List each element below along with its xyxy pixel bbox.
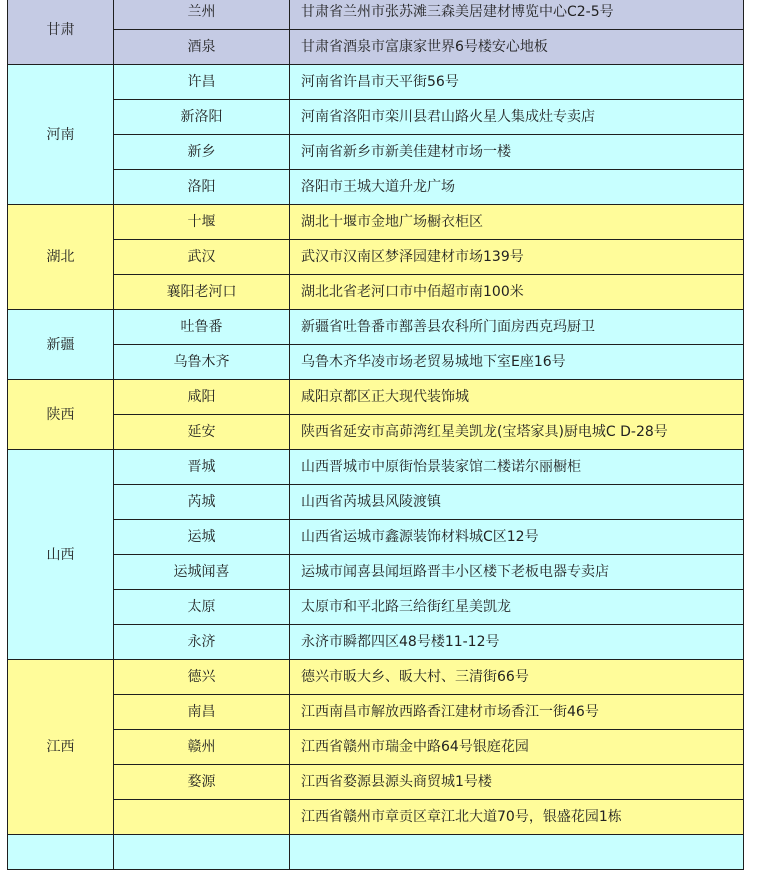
table-row: [8, 450, 744, 485]
address-cell: 山西省芮城县风陵渡镇: [290, 485, 744, 520]
address-cell: 江西省婺源县源头商贸城1号楼: [290, 765, 744, 800]
address-cell: 乌鲁木齐华凌市场老贸易城地下室E座16号: [290, 345, 744, 380]
province-cell: 江西: [8, 660, 114, 835]
dealer-table-body: [8, 0, 744, 870]
province-cell: 甘肃: [8, 0, 114, 65]
address-cell: 咸阳京都区正大现代装饰城: [290, 380, 744, 415]
table-row: [8, 100, 744, 135]
table-row: [8, 135, 744, 170]
city-cell: [114, 800, 290, 835]
table-row: [8, 555, 744, 590]
table-row: [8, 170, 744, 205]
city-cell: 酒泉: [114, 30, 290, 65]
address-cell: [290, 835, 744, 870]
address-cell: 河南省洛阳市栾川县君山路火星人集成灶专卖店: [290, 100, 744, 135]
address-cell: 永济市瞬都四区48号楼11-12号: [290, 625, 744, 660]
table-row: [8, 835, 744, 870]
address-cell: 洛阳市王城大道升龙广场: [290, 170, 744, 205]
address-cell: 山西省运城市鑫源装饰材料城C区12号: [290, 520, 744, 555]
table-row: [8, 520, 744, 555]
address-cell: 德兴市昄大乡、昄大村、三清街66号: [290, 660, 744, 695]
table-row: [8, 485, 744, 520]
table-row: [8, 275, 744, 310]
address-cell: 甘肃省酒泉市富康家世界6号楼安心地板: [290, 30, 744, 65]
province-cell: 新疆: [8, 310, 114, 380]
city-cell: 兰州: [114, 0, 290, 30]
address-cell: 太原市和平北路三给街红星美凯龙: [290, 590, 744, 625]
city-cell: 吐鲁番: [114, 310, 290, 345]
city-cell: 永济: [114, 625, 290, 660]
table-row: [8, 310, 744, 345]
city-cell: 赣州: [114, 730, 290, 765]
table-row: [8, 800, 744, 835]
province-cell: 湖北: [8, 205, 114, 310]
table-row: [8, 30, 744, 65]
city-cell: 武汉: [114, 240, 290, 275]
address-cell: 武汉市汉南区梦泽园建材市场139号: [290, 240, 744, 275]
table-row: [8, 415, 744, 450]
address-cell: 运城市闻喜县闻垣路晋丰小区楼下老板电器专卖店: [290, 555, 744, 590]
city-cell: 晋城: [114, 450, 290, 485]
dealer-address-table: [7, 0, 744, 870]
city-cell: 洛阳: [114, 170, 290, 205]
table-row: [8, 240, 744, 275]
city-cell: 芮城: [114, 485, 290, 520]
city-cell: 新乡: [114, 135, 290, 170]
province-cell: 河南: [8, 65, 114, 205]
city-cell: 十堰: [114, 205, 290, 240]
city-cell: 许昌: [114, 65, 290, 100]
table-row: [8, 345, 744, 380]
city-cell: 南昌: [114, 695, 290, 730]
province-cell: 山西: [8, 450, 114, 660]
city-cell: 新洛阳: [114, 100, 290, 135]
address-cell: 江西省赣州市瑞金中路64号银庭花园: [290, 730, 744, 765]
city-cell: 襄阳老河口: [114, 275, 290, 310]
table-row: [8, 730, 744, 765]
table-row: [8, 380, 744, 415]
city-cell: 延安: [114, 415, 290, 450]
address-cell: 河南省新乡市新美佳建材市场一楼: [290, 135, 744, 170]
address-cell: 新疆省吐鲁番市鄯善县农科所门面房西克玛厨卫: [290, 310, 744, 345]
city-cell: 运城: [114, 520, 290, 555]
city-cell: 咸阳: [114, 380, 290, 415]
city-cell: 婺源: [114, 765, 290, 800]
table-row: [8, 625, 744, 660]
table-row: [8, 590, 744, 625]
table-row: [8, 765, 744, 800]
city-cell: [114, 835, 290, 870]
address-cell: 湖北十堰市金地广场橱衣柜区: [290, 205, 744, 240]
address-cell: 陕西省延安市高茆湾红星美凯龙(宝塔家具)厨电城C D-28号: [290, 415, 744, 450]
address-cell: 山西晋城市中原街怡景装家馆二楼诺尔丽橱柜: [290, 450, 744, 485]
city-cell: 运城闻喜: [114, 555, 290, 590]
province-cell: 陕西: [8, 380, 114, 450]
table-row: [8, 0, 744, 30]
city-cell: 太原: [114, 590, 290, 625]
table-row: [8, 660, 744, 695]
table-row: [8, 65, 744, 100]
address-cell: 甘肃省兰州市张苏滩三森美居建材博览中心C2-5号: [290, 0, 744, 30]
province-cell: [8, 835, 114, 870]
address-cell: 江西省赣州市章贡区章江北大道70号，银盛花园1栋: [290, 800, 744, 835]
address-cell: 河南省许昌市天平街56号: [290, 65, 744, 100]
city-cell: 德兴: [114, 660, 290, 695]
dealer-table-container: [7, 0, 744, 870]
table-row: [8, 695, 744, 730]
table-row: [8, 205, 744, 240]
city-cell: 乌鲁木齐: [114, 345, 290, 380]
address-cell: 湖北北省老河口市中佰超市南100米: [290, 275, 744, 310]
address-cell: 江西南昌市解放西路香江建材市场香江一街46号: [290, 695, 744, 730]
